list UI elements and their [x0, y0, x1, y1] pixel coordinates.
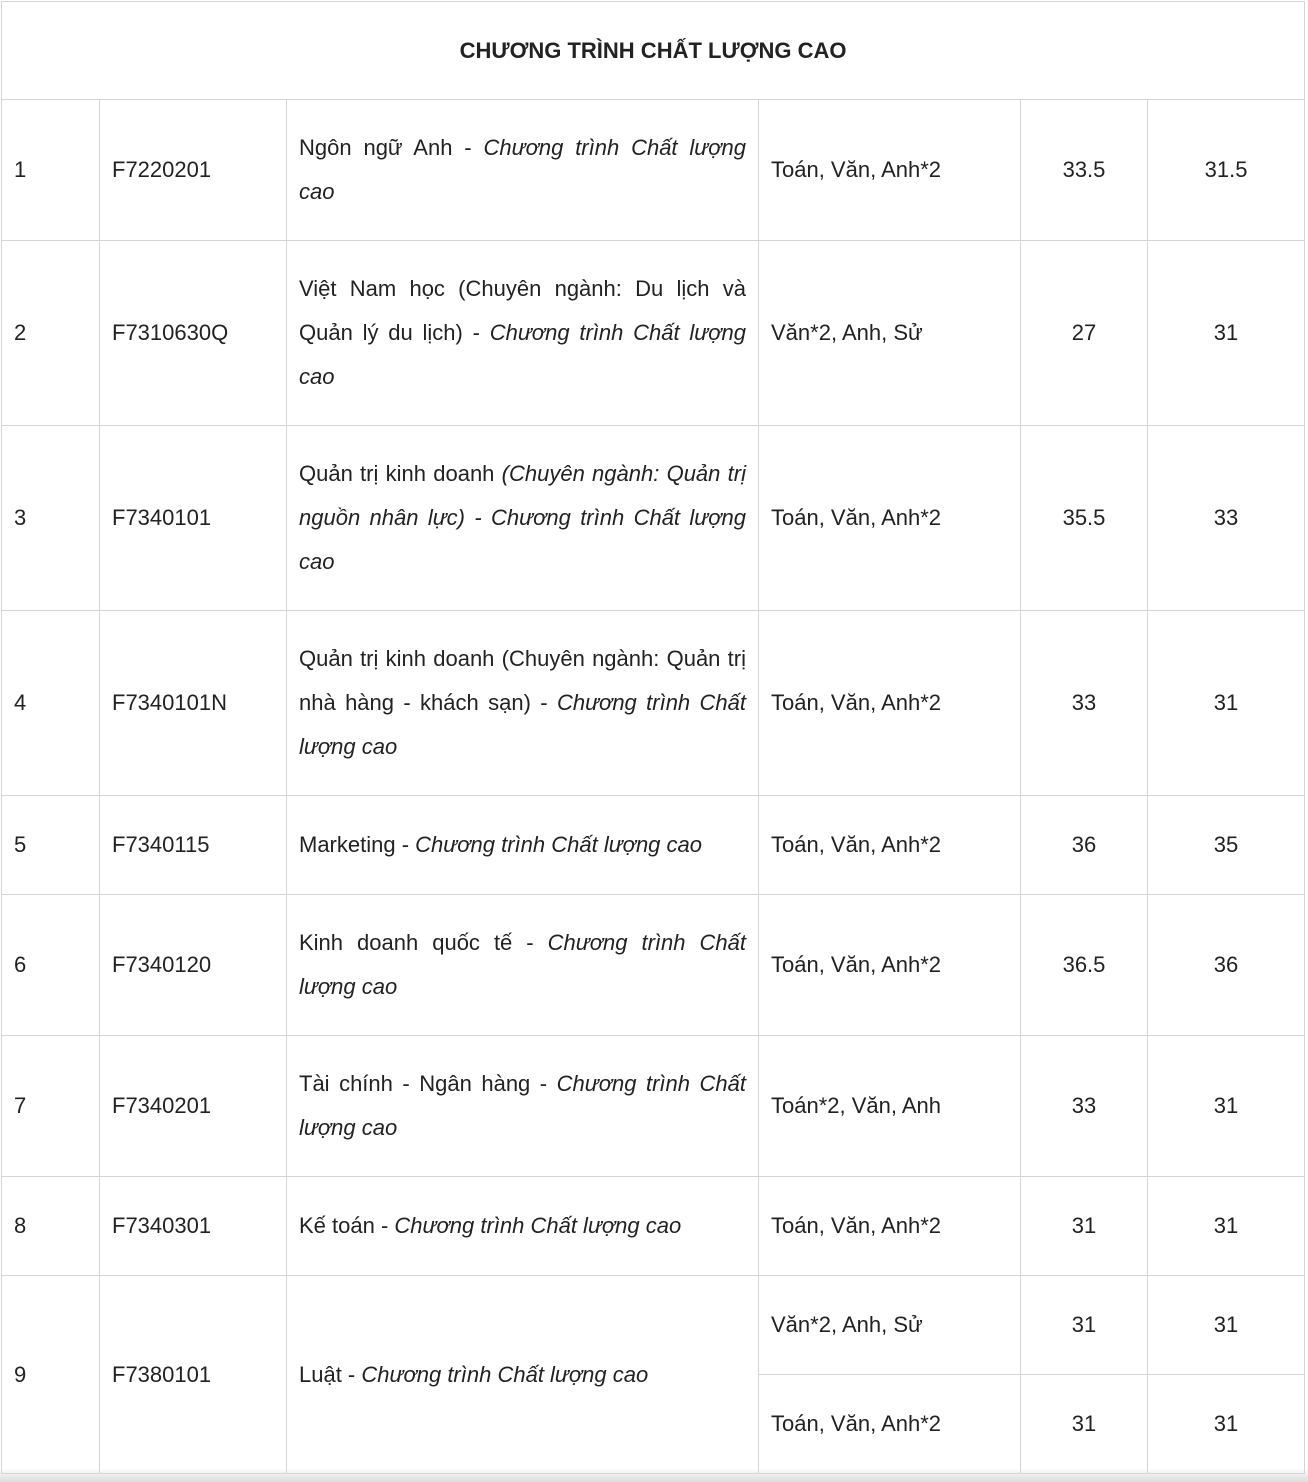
program-label: Chương trình Chất lượng cao	[299, 135, 747, 204]
major-name: Quản trị kinh doanh (Chuyên ngành: Quản trị nhà hàng - khách sạn) -	[299, 646, 746, 715]
major-code: F7340101	[100, 426, 287, 611]
table-row	[2, 895, 1305, 1036]
score-b: 31	[1148, 1036, 1305, 1177]
program-label: Chương trình Chất lượng cao	[361, 1361, 649, 1387]
table-row	[2, 426, 1305, 611]
program-label: (Chuyên ngành: Quản trị nguồn nhân lực) - Chương trình Chất lượng cao	[299, 461, 746, 574]
subject-combination: Văn*2, Anh, Sử	[759, 1276, 1021, 1375]
subject-combination: Văn*2, Anh, Sử	[759, 241, 1021, 426]
program-label: Chương trình Chất lượng cao	[299, 320, 746, 389]
score-b: 36	[1148, 895, 1305, 1036]
score-a: 33	[1021, 1036, 1148, 1177]
score-b: 31	[1148, 1177, 1305, 1276]
table-row	[2, 796, 1305, 895]
major-code: F7340120	[100, 895, 287, 1036]
table-row	[2, 611, 1305, 796]
score-a: 36	[1021, 796, 1148, 895]
table-row	[2, 100, 1305, 241]
major-name: Kinh doanh quốc tế -	[299, 930, 548, 955]
program-label: Chương trình Chất lượng cao	[394, 1213, 682, 1238]
row-number: 9	[2, 1276, 100, 1474]
row-number: 6	[2, 895, 100, 1036]
major-name: Việt Nam học (Chuyên ngành: Du lịch và Quản lý du lịch) -	[299, 276, 746, 345]
score-b: 31	[1148, 1276, 1305, 1375]
row-number: 4	[2, 611, 100, 796]
major-name-cell	[287, 611, 759, 796]
subject-combination: Toán, Văn, Anh*2	[759, 796, 1021, 895]
row-number: 1	[2, 100, 100, 241]
major-code: F7220201	[100, 100, 287, 241]
row-number: 5	[2, 796, 100, 895]
major-name: Ngôn ngữ Anh -	[299, 135, 484, 160]
score-b: 33	[1148, 426, 1305, 611]
table-title-row	[2, 2, 1305, 100]
major-name-cell	[287, 895, 759, 1036]
table-row	[2, 1177, 1305, 1276]
major-name: Marketing -	[299, 832, 416, 857]
score-a: 36.5	[1021, 895, 1148, 1036]
bottom-fade-shadow	[0, 1468, 1308, 1482]
admissions-table	[1, 1, 1305, 1474]
major-code: F7340115	[100, 796, 287, 895]
major-name: Tài chính - Ngân hàng -	[299, 1071, 557, 1096]
major-code: F7310630Q	[100, 241, 287, 426]
major-code: F7340301	[100, 1177, 287, 1276]
score-a: 27	[1021, 241, 1148, 426]
score-b: 31	[1148, 1375, 1305, 1474]
score-a: 31	[1021, 1375, 1148, 1474]
row-number: 8	[2, 1177, 100, 1276]
score-b: 31.5	[1148, 100, 1305, 241]
major-name: Quản trị kinh doanh	[299, 461, 502, 486]
score-b: 31	[1148, 241, 1305, 426]
table-title: CHƯƠNG TRÌNH CHẤT LƯỢNG CAO	[2, 2, 1305, 100]
row-number: 2	[2, 241, 100, 426]
major-code: F7380101	[100, 1276, 287, 1474]
program-label: Chương trình Chất lượng cao	[415, 832, 703, 857]
major-name-cell	[287, 426, 759, 611]
table-row	[2, 241, 1305, 426]
major-name-cell	[287, 1177, 759, 1276]
score-a: 33.5	[1021, 100, 1148, 241]
table-row	[2, 1276, 1305, 1375]
subject-combination: Toán, Văn, Anh*2	[759, 100, 1021, 241]
major-code: F7340101N	[100, 611, 287, 796]
major-name-cell	[287, 241, 759, 426]
program-label: Chương trình Chất lượng cao	[299, 1071, 746, 1140]
major-name-cell	[287, 796, 759, 895]
score-a: 33	[1021, 611, 1148, 796]
program-label: Chương trình Chất lượng cao	[299, 690, 746, 759]
score-b: 31	[1148, 611, 1305, 796]
table-body	[2, 2, 1305, 1474]
major-name-cell	[287, 1276, 759, 1474]
table-row	[2, 1036, 1305, 1177]
subject-combination: Toán, Văn, Anh*2	[759, 426, 1021, 611]
major-name: Kế toán -	[299, 1213, 395, 1238]
major-name-cell	[287, 100, 759, 241]
subject-combination: Toán, Văn, Anh*2	[759, 895, 1021, 1036]
major-code: F7340201	[100, 1036, 287, 1177]
program-label: Chương trình Chất lượng cao	[299, 930, 746, 999]
subject-combination: Toán, Văn, Anh*2	[759, 611, 1021, 796]
score-a: 31	[1021, 1276, 1148, 1375]
major-name: Luật -	[299, 1361, 362, 1387]
score-b: 35	[1148, 796, 1305, 895]
subject-combination: Toán, Văn, Anh*2	[759, 1375, 1021, 1474]
row-number: 7	[2, 1036, 100, 1177]
score-a: 31	[1021, 1177, 1148, 1276]
row-number: 3	[2, 426, 100, 611]
major-name-cell	[287, 1036, 759, 1177]
score-a: 35.5	[1021, 426, 1148, 611]
subject-combination: Toán, Văn, Anh*2	[759, 1177, 1021, 1276]
subject-combination: Toán*2, Văn, Anh	[759, 1036, 1021, 1177]
